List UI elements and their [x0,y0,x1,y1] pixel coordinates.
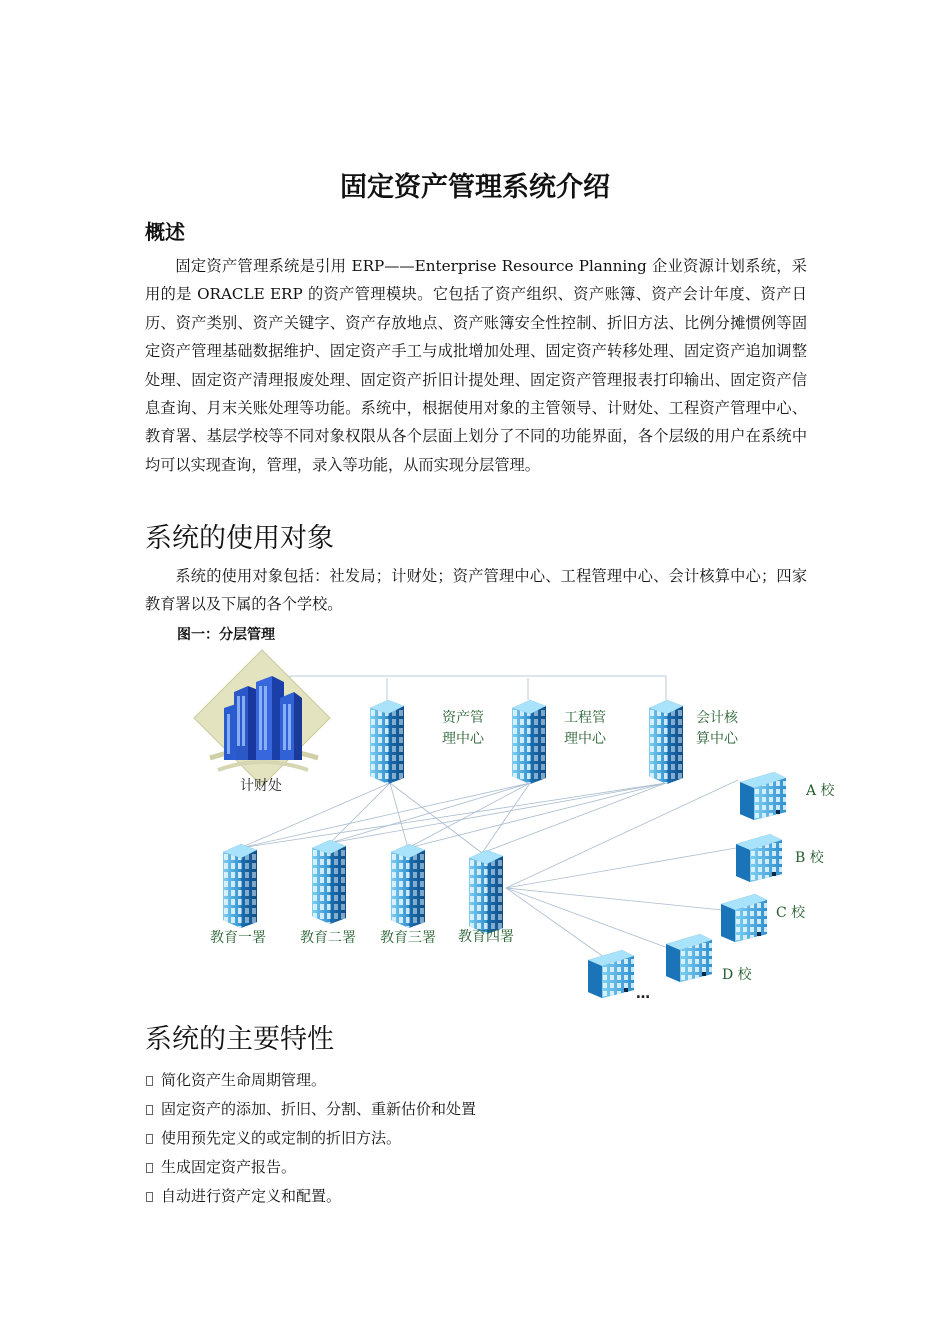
bureau-node-4 [458,850,514,945]
hierarchy-diagram [190,648,860,1008]
overview-heading: 概述 [145,220,185,244]
school-node-a [740,772,836,820]
bullet-icon [146,1192,153,1202]
features-heading: 系统的主要特性 [145,1024,334,1055]
bullet-icon [146,1076,153,1086]
school-label: B 校 [795,850,824,866]
bullet-icon [146,1163,153,1173]
list-item [145,1153,476,1182]
center-label-line2: 理中心 [442,731,484,747]
list-item [145,1095,476,1124]
figure-caption: 图一：分层管理 [177,627,275,643]
center-label-line1: 工程管 [564,710,606,726]
center-node-engineering [512,700,607,784]
center-label-line1: 资产管 [442,710,484,726]
school-node-c [721,894,806,942]
users-heading: 系统的使用对象 [145,523,334,554]
overview-paragraph: 固定资产管理系统是引用 ERP——Enterprise Resource Planning 企业资源计划系统，采用的是 ORACLE ERP 的资产管理模块。它包括了资产组织、资产账簿、资产会计年度、资产日历、资产类别、资产关键字、资产存放地点、资产账簿安全性控制、折旧方法、比例分摊惯例等固定资产管理基础数据维护、固定资产手工与成批增加处理、固定资产转移处理、固定资产追加调整处理、固定资产清理报废处理、固定资产折旧计提处理、固定资产管理报表打印输出、固定资产信息查询、月末关账处理等功能。系统中，根据使用对象的主管领导、计财处、工程资产管理中心、教育署、基层学校等不同对象权限从各个层面上划分了不同的功能界面，各个层级的用户在系统中均可以实现查询，管理，录入等功能，从而实现分层管理。 [145,257,807,474]
bureau-node-1 [210,844,266,946]
users-paragraph: 系统的使用对象包括：社发局；计财处；资产管理中心、工程管理中心、会计核算中心；四家教育署以及下属的各个学校。 [145,567,807,614]
center-label-line2: 理中心 [564,731,606,747]
feature-text: 使用预先定义的或定制的折旧方法。 [161,1129,402,1147]
bullet-icon [146,1134,153,1144]
list-item [145,1066,476,1095]
list-item [145,1182,476,1211]
features-list [145,1066,476,1211]
school-node-more [588,950,650,1002]
list-item [145,1124,476,1153]
bureau-label: 教育二署 [300,930,356,946]
finance-office-node [194,650,330,794]
center-node-accounting [649,700,739,784]
finance-office-label: 计财处 [240,778,282,794]
feature-text: 生成固定资产报告。 [161,1158,297,1176]
bullet-icon [146,1105,153,1115]
bureau-label: 教育三署 [380,930,436,946]
school-label: A 校 [806,783,835,799]
feature-text: 自动进行资产定义和配置。 [161,1187,342,1205]
school-node-d [666,934,753,983]
school-label: C 校 [776,905,806,921]
center-label-line1: 会计核 [696,710,738,726]
bureau-label: 教育一署 [210,930,266,946]
more-schools-ellipsis: … [636,986,650,1002]
school-label: D 校 [722,967,752,983]
page-title: 固定资产管理系统介绍 [340,172,610,203]
feature-text: 固定资产的添加、折旧、分割、重新估价和处置 [161,1100,477,1118]
feature-text: 简化资产生命周期管理。 [161,1071,327,1089]
bureau-node-2 [300,840,356,946]
center-node-assets [370,700,485,784]
bureau-node-3 [380,844,436,946]
center-label-line2: 算中心 [696,731,738,747]
bureau-label: 教育四署 [458,929,514,945]
school-node-b [736,834,825,882]
